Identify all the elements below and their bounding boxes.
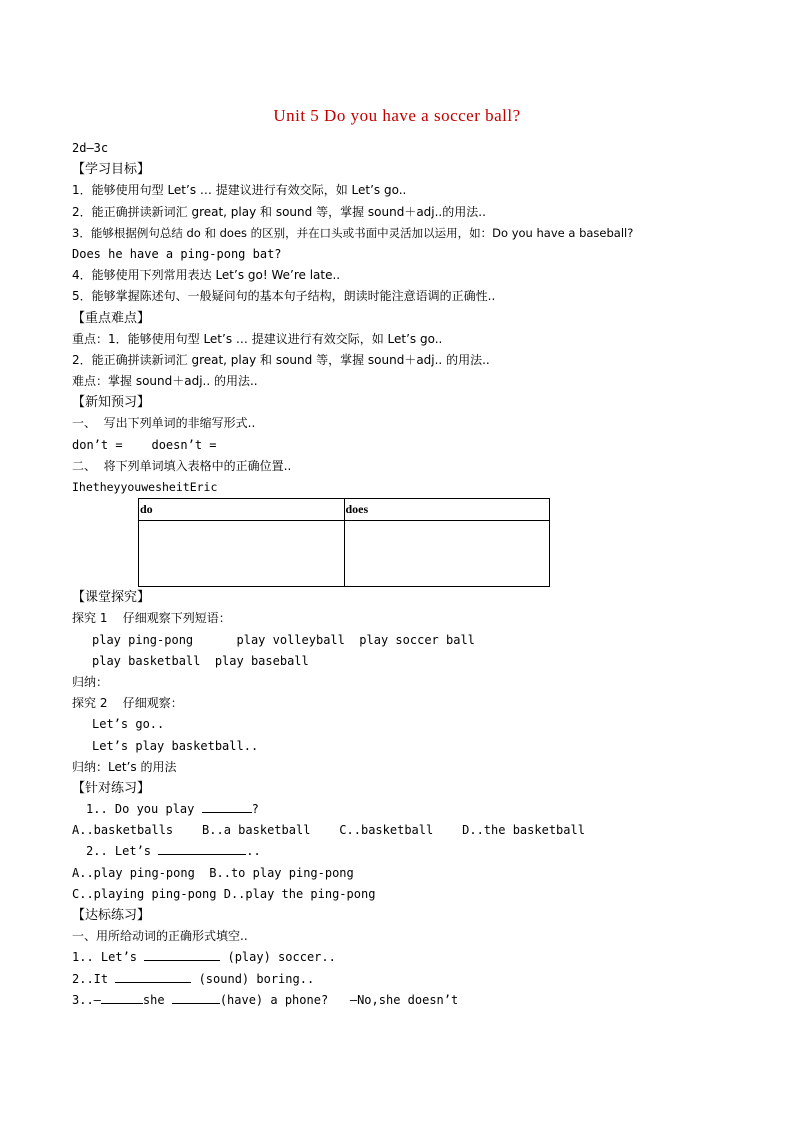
goal-4: 4．能够使用下列常用表达 Let’s go! We’re late.. bbox=[72, 268, 341, 283]
heading-targeted-practice: 【针对练习】 bbox=[72, 780, 151, 796]
word-list: IhetheyyouwesheitEric bbox=[72, 480, 218, 494]
table-header-does: does bbox=[344, 499, 550, 521]
exploration-1-title: 探究 1 仔细观察下列短语： bbox=[72, 611, 231, 626]
question-2-text: 2.. Let’s bbox=[86, 844, 159, 859]
question-1-options: A..basketballs B..a basketball C..basketball D..the basketball bbox=[72, 823, 585, 838]
fill-question-3 bbox=[72, 990, 732, 1011]
answer-blank[interactable] bbox=[158, 841, 246, 855]
key-point-1: 重点：1．能够使用句型 Let’s … 提建议进行有效交际，如 Let’s go.. bbox=[72, 331, 443, 346]
heading-learning-goals: 【学习目标】 bbox=[72, 162, 151, 178]
phrases-line-1: play ping-pong play volleyball play soccer ball bbox=[92, 632, 475, 647]
answer-blank[interactable] bbox=[172, 990, 220, 1004]
contraction-line: don’t = doesn’t = bbox=[72, 437, 217, 452]
heading-preview: 【新知预习】 bbox=[72, 395, 151, 411]
practice-question-1 bbox=[72, 799, 732, 820]
fill-question-1 bbox=[72, 947, 732, 968]
answer-blank[interactable] bbox=[115, 969, 191, 983]
fill-in-instruction: 一、用所给动词的正确形式填空.. bbox=[72, 929, 248, 944]
answer-blank[interactable] bbox=[202, 799, 252, 813]
example-lets-play: Let’s play basketball.. bbox=[92, 738, 259, 753]
goal-1: 1．能够使用句型 Let’s … 提建议进行有效交际，如 Let’s go.. bbox=[72, 183, 407, 198]
fill-2-end: (sound) boring.. bbox=[191, 971, 315, 986]
preview-task-1: 一、 写出下列单词的非缩写形式.. bbox=[72, 416, 256, 431]
heading-key-points: 【重点难点】 bbox=[72, 310, 151, 326]
phrases-line-2: play basketball play baseball bbox=[92, 653, 309, 668]
question-2-options-a-b: A..play ping-pong B..to play ping-pong bbox=[72, 865, 354, 880]
summary-1: 归纳： bbox=[72, 674, 109, 689]
goal-2: 2．能正确拼读新词汇 great, play 和 sound 等，掌握 sound＋adj..的用法.. bbox=[72, 204, 486, 219]
question-1-text: 1.. Do you play bbox=[86, 802, 202, 817]
fill-2-text: 2..It bbox=[72, 971, 116, 986]
fill-1-end: (play) soccer.. bbox=[220, 950, 336, 965]
fill-3-end: (have) a phone? —No,she doesn’t bbox=[219, 992, 459, 1007]
table-cell-do[interactable] bbox=[139, 521, 345, 587]
page-title: Unit 5 Do you have a soccer ball? bbox=[273, 106, 521, 125]
answer-blank[interactable] bbox=[144, 947, 220, 961]
fill-3-middle: she bbox=[142, 992, 172, 1007]
preview-task-2: 二、 将下列单词填入表格中的正确位置.. bbox=[72, 458, 292, 473]
difficult-point: 难点：掌握 sound＋adj.. 的用法.. bbox=[72, 374, 258, 389]
section-range: 2d—3c bbox=[72, 141, 109, 155]
fill-question-2 bbox=[72, 969, 732, 990]
do-does-table bbox=[138, 498, 550, 587]
heading-standard-practice: 【达标练习】 bbox=[72, 908, 151, 923]
goal-3-continued: Does he have a ping-pong bat? bbox=[72, 246, 282, 261]
heading-class-exploration: 【课堂探究】 bbox=[72, 590, 151, 606]
summary-2: 归纳：Let’s 的用法 bbox=[72, 759, 177, 774]
fill-1-text: 1.. Let’s bbox=[72, 950, 145, 965]
question-2-end: .. bbox=[246, 844, 261, 859]
table-header-do: do bbox=[139, 499, 345, 521]
goal-3: 3．能够根据例句总结 do 和 does 的区别，并在口头或书面中灵活加以运用，如：Do you have a baseball? bbox=[72, 225, 634, 240]
table-cell-does[interactable] bbox=[344, 521, 550, 587]
practice-question-2 bbox=[72, 841, 732, 862]
key-point-2: 2．能正确拼读新词汇 great, play 和 sound 等，掌握 sound＋adj.. 的用法.. bbox=[72, 352, 490, 367]
exploration-2-title: 探究 2 仔细观察： bbox=[72, 696, 183, 711]
worksheet-body bbox=[72, 138, 732, 1011]
question-2-options-c-d: C..playing ping-pong D..play the ping-pong bbox=[72, 886, 376, 901]
example-lets-go: Let’s go.. bbox=[92, 717, 165, 732]
answer-blank[interactable] bbox=[101, 990, 143, 1004]
goal-5: 5．能够掌握陈述句、一般疑问句的基本句子结构，朗读时能注意语调的正确性.. bbox=[72, 289, 496, 304]
question-1-end: ? bbox=[251, 802, 259, 817]
fill-3-text: 3..— bbox=[72, 992, 101, 1007]
